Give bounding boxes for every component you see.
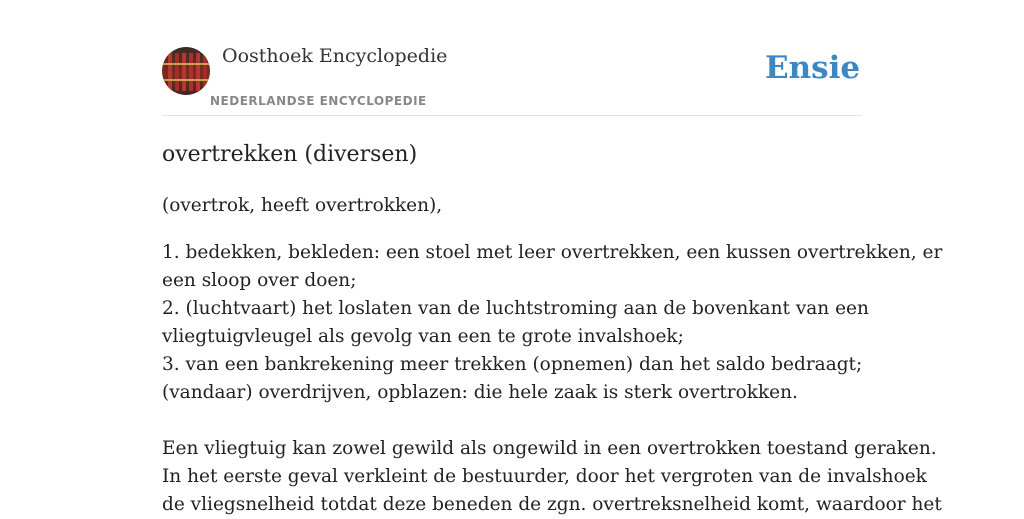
- definition-line: een sloop over doen;: [162, 270, 357, 291]
- ensie-logo[interactable]: Ensie: [765, 50, 861, 86]
- site-title[interactable]: Oosthoek Encyclopedie: [222, 45, 448, 67]
- encyclopedia-avatar[interactable]: [162, 47, 210, 95]
- paragraph-line: de vliegsnelheid totdat deze beneden de zgn. overtreksnelheid komt, waardoor het: [162, 494, 942, 515]
- entry-forms: (overtrok, heeft overtrokken),: [162, 195, 443, 216]
- entry-definitions: [162, 239, 943, 407]
- entry-content: [162, 140, 943, 519]
- paragraph-line: In het eerste geval verkleint de bestuurder, door het vergroten van de invalshoek: [162, 466, 927, 487]
- entry-title: overtrekken (diversen): [162, 142, 418, 167]
- definition-line: vliegtuigvleugel als gevolg van een te grote invalshoek;: [162, 326, 684, 347]
- definition-line: 3. van een bankrekening meer trekken (opnemen) dan het saldo bedraagt;: [162, 354, 863, 375]
- definition-line: (vandaar) overdrijven, opblazen: die hele zaak is sterk overtrokken.: [162, 382, 798, 403]
- definition-line: 2. (luchtvaart) het loslaten van de luchtstroming aan de bovenkant van een: [162, 298, 869, 319]
- header-divider: [162, 115, 862, 116]
- paragraph-line: Een vliegtuig kan zowel gewild als ongewild in een overtrokken toestand geraken.: [162, 438, 937, 459]
- entry-paragraph: [162, 435, 942, 519]
- definition-line: 1. bedekken, bekleden: een stoel met leer overtrekken, een kussen overtrekken, er: [162, 242, 943, 263]
- site-subtitle: NEDERLANDSE ENCYCLOPEDIE: [210, 94, 427, 108]
